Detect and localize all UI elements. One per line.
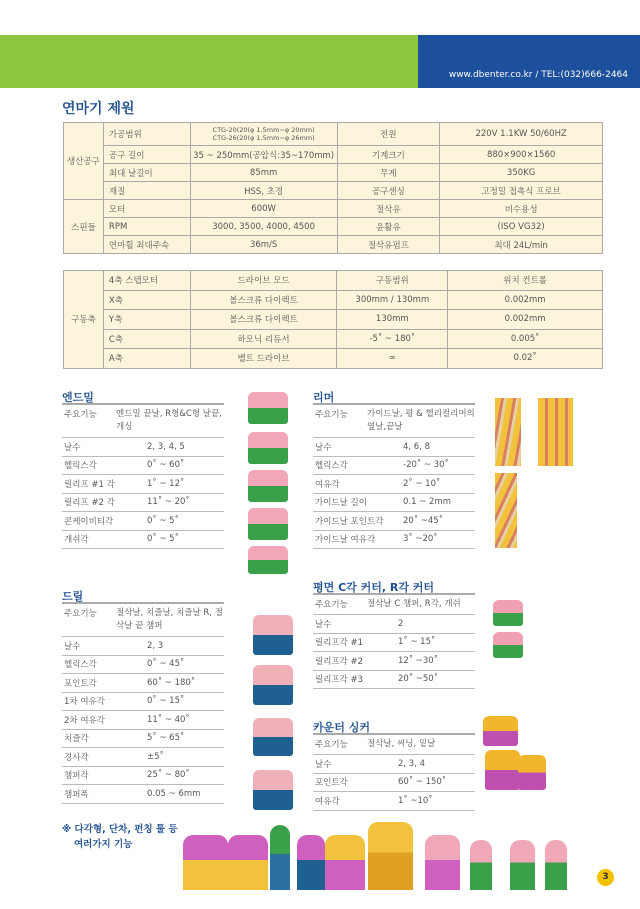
table-cell: 0.005˚ [448, 329, 603, 349]
tool-image [425, 835, 460, 890]
spec-value: 0˚ ~ 45˚ [147, 659, 185, 670]
spec-key: 날수 [64, 442, 81, 453]
spec-row [313, 792, 475, 811]
table-row [64, 329, 603, 349]
table-cell: 220V 1.1KW 50/60HZ [440, 123, 603, 146]
contact-url[interactable]: www.dbenter.co.kr / TEL:(032)666-2464 [448, 70, 628, 80]
spec-value: 2, 3 [147, 640, 164, 651]
spec-row [313, 671, 475, 690]
spec-row [62, 457, 224, 476]
spec-value: ±5˚ [147, 751, 164, 762]
tool-image [228, 835, 268, 890]
spec-value: 25˚ ~ 80˚ [147, 770, 190, 781]
spec-row [62, 438, 224, 457]
spec-value: 절삭날, 씨닝, 밑날 [367, 739, 436, 749]
table-cell: 위치 컨트롤 [448, 271, 603, 291]
reamer-image [495, 398, 521, 466]
tool-image [253, 770, 293, 810]
group-label: 생산공구 [64, 123, 104, 200]
table-row [64, 290, 603, 310]
section-title: 리머 [313, 389, 475, 405]
spec-value: 20˚ ~50˚ [398, 674, 438, 685]
spec-key: 1차 여유각 [64, 697, 105, 708]
spec-row [313, 512, 475, 531]
spec-row [62, 604, 224, 637]
spec-row [62, 637, 224, 656]
table-cell: HSS, 초경 [190, 182, 337, 200]
spec-row [313, 774, 475, 793]
feature-note [62, 822, 178, 852]
spec-row [313, 494, 475, 513]
section-title: 엔드밀 [62, 389, 224, 405]
tool-image [485, 750, 520, 790]
spec-value: 20˚ ~45˚ [403, 515, 443, 526]
table-cell: 기계크기 [337, 146, 440, 164]
spec-value: 2, 3, 4, 5 [147, 441, 185, 452]
spec-row [313, 755, 475, 774]
tool-image [483, 716, 518, 746]
spec-value: 절삭날 C 챔퍼, R각, 개쉬 [367, 599, 461, 609]
spec-value: 0.05 ~ 6mm [147, 788, 201, 799]
table-cell: 350KG [440, 164, 603, 182]
spec-row [62, 674, 224, 693]
table-cell: 공구센싱 [337, 182, 440, 200]
table-cell: X축 [103, 290, 190, 310]
spec-value: 5˚ ~ 65˚ [147, 733, 185, 744]
spec-value: -20˚ ~ 30˚ [403, 460, 449, 471]
table-cell: 0.02˚ [448, 349, 603, 369]
table-cell: 130mm [337, 310, 448, 330]
tool-image [253, 615, 293, 655]
table-cell: ∞ [337, 349, 448, 369]
spec-row [313, 405, 475, 438]
spec-key: 릴리프각 #3 [315, 675, 364, 686]
spec-row [313, 652, 475, 671]
spec-row [62, 730, 224, 749]
spec-key: 2차 여유각 [64, 715, 105, 726]
spec-value: 0˚ ~ 5˚ [147, 515, 179, 526]
table-cell: 85mm [190, 164, 337, 182]
table-cell: C축 [103, 329, 190, 349]
spec-key: 릴리프 #2 각 [64, 498, 115, 509]
spec-row [62, 711, 224, 730]
spec-key: 포인트각 [315, 778, 348, 789]
spec-value: 2, 3, 4 [398, 758, 426, 769]
spec-key: 날수 [315, 619, 332, 630]
tool-image [253, 718, 293, 756]
spec-key: 주요기능 [64, 410, 97, 420]
cutter-section [313, 579, 475, 689]
table-cell: 연마휠 최대주속 [103, 236, 190, 254]
table-cell: 최대 24L/min [440, 236, 603, 254]
table-cell: 볼스크류 다이렉트 [190, 290, 337, 310]
table-cell: 무게 [337, 164, 440, 182]
table-cell: 공구 길이 [103, 146, 190, 164]
spec-value: 60˚ ~ 180˚ [147, 677, 196, 688]
tool-image [470, 840, 492, 890]
table-cell: 비수용성 [440, 200, 603, 218]
spec-value: 1˚ ~ 12˚ [147, 478, 185, 489]
spec-key: 챔퍼각 [64, 771, 89, 782]
reamer-section [313, 389, 475, 549]
spec-value: 0˚ ~ 15˚ [147, 696, 185, 707]
table-row [64, 310, 603, 330]
spec-value: 절삭날, 치즐날, 치즐날 R, 절삭날 끝 챔퍼 [116, 608, 223, 631]
spec-row [62, 512, 224, 531]
table-cell: A축 [103, 349, 190, 369]
table-cell: 전원 [337, 123, 440, 146]
table-cell: 36m/S [190, 236, 337, 254]
table-cell: Y축 [103, 310, 190, 330]
spec-key: 가이드날 여유각 [315, 535, 376, 546]
spec-value: 0˚ ~ 5˚ [147, 534, 179, 545]
spec-row [62, 785, 224, 804]
section-title: 평면 C각 커터, R각 커터 [313, 579, 475, 595]
page-title: 연마기 제원 [62, 101, 135, 117]
spec-key: 릴리프 #1 각 [64, 479, 115, 490]
spec-value: 4, 6, 8 [403, 441, 431, 452]
table-cell: 3000, 3500, 4000, 4500 [190, 218, 337, 236]
spec-value: 12˚ ~30˚ [398, 655, 438, 666]
spec-value: 1˚ ~10˚ [398, 795, 433, 806]
spec-value: 11˚ ~ 20˚ [147, 497, 190, 508]
table-cell: -5˚ ~ 180˚ [337, 329, 448, 349]
table-cell: 하모닉 리듀서 [190, 329, 337, 349]
spec-row [62, 531, 224, 550]
table-cell: 880×900×1560 [440, 146, 603, 164]
spec-value: 60˚ ~ 150˚ [398, 777, 447, 788]
spec-value: 2˚ ~ 10˚ [403, 478, 441, 489]
spec-row [62, 767, 224, 786]
table-cell: 4축 스텝모터 [103, 271, 190, 291]
spec-key: 가이드날 길이 [315, 498, 367, 509]
tool-image [545, 840, 567, 890]
tool-image [248, 508, 288, 540]
table-cell: 절삭유 [337, 200, 440, 218]
tool-image [368, 822, 413, 890]
spec-row [313, 457, 475, 476]
spec-key: 개쉬각 [64, 535, 89, 546]
spec-row [62, 748, 224, 767]
spec-value: 1˚ ~ 15˚ [398, 637, 436, 648]
table-row [64, 182, 603, 200]
spec-key: 경사각 [64, 752, 89, 763]
tool-image [253, 665, 293, 705]
table-row [64, 164, 603, 182]
note-line: ※ 다각형, 단차, 펀칭 툴 등 [62, 824, 178, 835]
spec-row [313, 595, 475, 615]
table-cell: 절삭유펌프 [337, 236, 440, 254]
tool-image [248, 546, 288, 574]
spec-key: 가이드날 포인트각 [315, 516, 384, 527]
tool-image [183, 835, 228, 890]
table-cell: 볼스크류 다이렉트 [190, 310, 337, 330]
table-cell: 윤활유 [337, 218, 440, 236]
reamer-image [538, 398, 573, 466]
spec-key: 날수 [64, 641, 81, 652]
spec-key: 콘케이비티각 [64, 516, 114, 527]
section-title: 드릴 [62, 588, 224, 604]
spec-key: 여유각 [315, 796, 340, 807]
drill-section [62, 588, 224, 804]
table-cell: 600W [190, 200, 337, 218]
note-line: 여러가지 기능 [74, 839, 133, 850]
group-label: 스핀들 [64, 200, 104, 254]
table-cell: 가공범위 [103, 123, 190, 146]
tool-image [297, 835, 325, 890]
spec-row [313, 438, 475, 457]
spec-table-1 [63, 122, 603, 254]
spec-value: 0˚ ~ 60˚ [147, 460, 185, 471]
spec-row [62, 475, 224, 494]
spec-key: 포인트각 [64, 678, 97, 689]
spec-row [62, 494, 224, 513]
spec-row [313, 475, 475, 494]
table-row [64, 349, 603, 369]
spec-row [313, 735, 475, 755]
spec-row [313, 634, 475, 653]
spec-key: 날수 [315, 759, 332, 770]
table-row [64, 123, 603, 146]
tool-image [325, 835, 365, 890]
header-blue-panel [418, 35, 640, 88]
table-cell: 구동범위 [337, 271, 448, 291]
table-row [64, 146, 603, 164]
tool-image [248, 392, 288, 424]
countersink-section [313, 719, 475, 811]
spec-value: 엔드밀 끝날, R형&C형 날끝, 개싱 [116, 409, 222, 432]
table-cell: 0.002mm [448, 290, 603, 310]
spec-value: 가이드날, 평 & 헬리컬리머의 옆날,끝날 [367, 409, 475, 432]
spec-value: 2 [398, 618, 404, 629]
spec-key: 주요기능 [315, 740, 348, 750]
spec-value: 0.1 ~ 2mm [403, 497, 452, 508]
header-bar [0, 35, 640, 88]
tool-image [518, 755, 546, 790]
reamer-image [495, 473, 517, 548]
page-number: 3 [597, 869, 614, 886]
spec-key: 주요기능 [315, 600, 348, 610]
spec-key: 날수 [315, 442, 332, 453]
table-cell: 최대 날길이 [103, 164, 190, 182]
tool-image [493, 600, 523, 626]
table-cell: 0.002mm [448, 310, 603, 330]
table-cell: CTG-20(20(φ 1.5mm~φ 20mm) CTG-26(20(φ 1.5mm~φ 26mm) [190, 123, 337, 146]
spec-key: 헬릭스각 [315, 461, 348, 472]
table-cell: (ISO VG32) [440, 218, 603, 236]
spec-key: 릴리프각 #1 [315, 638, 364, 649]
spec-key: 헬릭스각 [64, 461, 97, 472]
tool-image [493, 632, 523, 658]
tool-image [270, 825, 290, 890]
table-cell: 고정밀 접촉식 프로브 [440, 182, 603, 200]
tool-image [510, 840, 535, 890]
endmill-section [62, 389, 224, 549]
spec-value: 11˚ ~ 40˚ [147, 714, 190, 725]
spec-key: 릴리프각 #2 [315, 656, 364, 667]
spec-value: 3˚ ~20˚ [403, 534, 438, 545]
table-cell: 드라이브 모드 [190, 271, 337, 291]
spec-key: 여유각 [315, 479, 340, 490]
table-cell: 재질 [103, 182, 190, 200]
table-row [64, 218, 603, 236]
spec-key: 주요기능 [315, 410, 348, 420]
table-cell: 300mm / 130mm [337, 290, 448, 310]
spec-row [313, 615, 475, 634]
tool-image [248, 470, 288, 502]
spec-row [313, 531, 475, 550]
spec-key: 치즐각 [64, 734, 89, 745]
table-row [64, 236, 603, 254]
spec-row [62, 656, 224, 675]
section-title: 카운터 싱커 [313, 719, 475, 735]
table-cell: RPM [103, 218, 190, 236]
spec-row [62, 693, 224, 712]
spec-key: 헬릭스각 [64, 660, 97, 671]
spec-key: 주요기능 [64, 609, 97, 619]
table-row [64, 271, 603, 291]
table-cell: 모터 [103, 200, 190, 218]
spec-table-2 [63, 270, 603, 369]
spec-row [62, 405, 224, 438]
spec-key: 챔퍼폭 [64, 789, 89, 800]
tool-image [248, 432, 288, 464]
table-row [64, 200, 603, 218]
table-cell: 벨트 드라이브 [190, 349, 337, 369]
table-cell: 35 ~ 250mm(공압식:35~170mm) [190, 146, 337, 164]
group-label: 구동축 [64, 271, 104, 369]
